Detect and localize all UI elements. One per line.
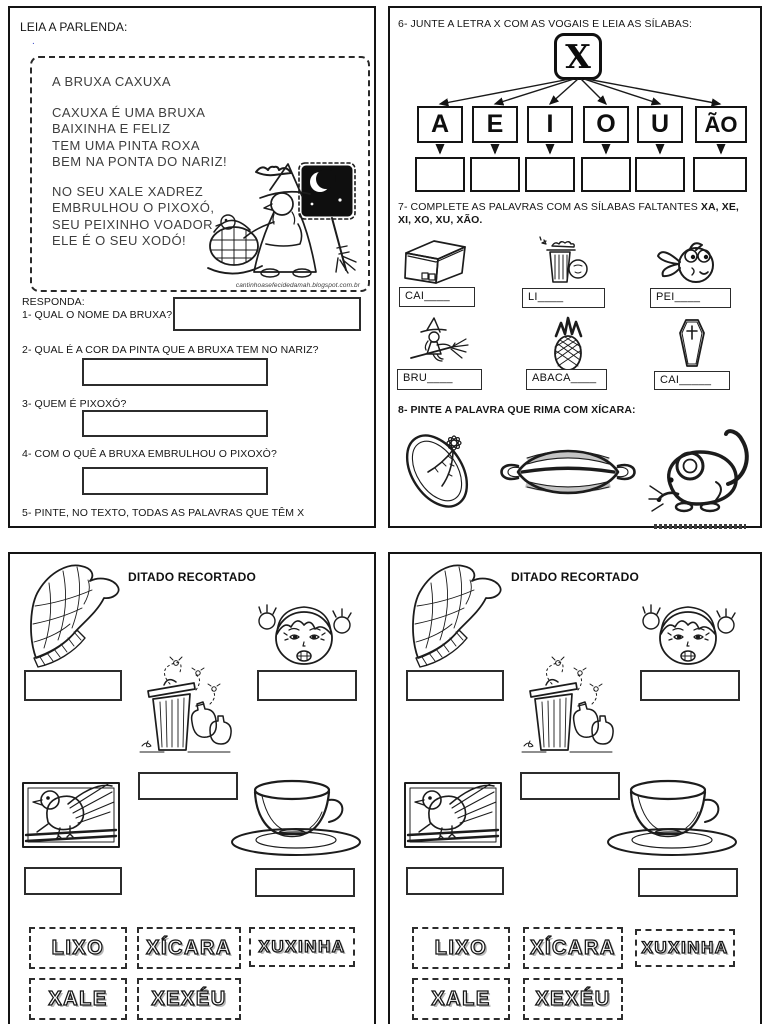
teacup-icon [602,776,744,860]
syllable-write-box[interactable] [635,157,685,192]
flower-decoration [447,436,461,450]
flip-flop-icon[interactable] [396,424,480,516]
word-card-xexeu[interactable]: XEXÉU [523,978,623,1020]
poem-line: TEM UMA PINTA ROXA [52,137,200,153]
mouse-icon[interactable] [648,420,754,520]
watermark-illegible [654,524,746,529]
fish-icon [650,238,726,286]
page1-header: LEIA A PARLENDA: [20,20,128,34]
ditado-title: DITADO RECORTADO [510,570,640,584]
page-parlenda [8,6,376,528]
poem-line: SEU PEIXINHO VOADOR [52,216,213,232]
question-8: 8- PINTE A PALAVRA QUE RIMA COM XÍCARA: [398,404,636,416]
poem-box [30,56,370,292]
answer-box-2[interactable] [82,358,268,386]
bird-frame-icon [402,780,506,862]
letter-x: X [565,37,591,76]
poem-line: NO SEU XALE XADREZ [52,183,204,199]
syllable-write-box[interactable] [470,157,520,192]
answer-box-3[interactable] [82,410,268,437]
poem-line: EMBRULHOU O PIXOXÓ, [52,200,215,215]
ditado-answer-box[interactable] [138,772,238,800]
fan-arrows [390,79,762,107]
word-abacaxi[interactable]: ABACA____ [526,369,607,390]
word-card-xexeu[interactable]: XEXÉU [137,978,241,1020]
poem-line: BAIXINHA E FELIZ [52,121,171,136]
word-card-lixo[interactable]: LIXO [412,927,510,969]
shawl-icon [404,558,504,668]
pineapple-icon [545,316,591,372]
word-caixao[interactable]: CAI_____ [654,371,730,390]
down-arrows [390,144,762,156]
word-bruxa[interactable]: BRU____ [397,369,482,390]
mask-icon[interactable] [494,434,642,510]
girl-head-icon [640,598,736,672]
page-ditado-right [388,552,762,1024]
letter-x-box [554,33,602,80]
syllable-write-box[interactable] [525,157,575,192]
page-ditado-left [8,552,376,1024]
question-3: 3- QUEM É PIXOXÓ? [22,398,127,410]
box-icon [398,236,470,286]
vowel-box-i: I [527,106,573,143]
word-peixe[interactable]: PEI____ [650,288,731,308]
syllable-write-box[interactable] [581,157,631,192]
ditado-answer-box[interactable] [406,670,504,701]
answer-box-1[interactable] [173,297,361,331]
stray-dot: . [32,36,35,47]
word-card-xicara[interactable]: XÍCARA [523,927,623,969]
poem-title: A BRUXA CAXUXA [52,74,172,89]
poem-text [52,74,227,250]
ditado-answer-box[interactable] [640,670,740,701]
ditado-answer-box[interactable] [406,867,504,895]
question-4: 4- COM O QUÊ A BRUXA EMBRULHOU O PIXOXÒ? [22,448,277,460]
question-5: 5- PINTE, NO TEXTO, TODAS AS PALAVRAS QUE TÊM X [22,507,305,519]
question-7: 7- COMPLETE AS PALAVRAS COM AS SÍLABAS FALTANTES XA, XE, XI, XO, XU, XÃO. [398,201,739,226]
vowel-box-u: U [637,106,683,143]
syllable-write-box[interactable] [415,157,465,192]
witch-scene-illustration [204,160,364,280]
witch-broom-icon [407,317,471,369]
trash-bags-icon [136,656,234,770]
page-silabas [388,6,762,528]
word-card-xicara[interactable]: XÍCARA [137,927,241,969]
trash-icon [530,236,592,286]
word-card-lixo[interactable]: LIXO [29,927,127,969]
word-card-xuxinha[interactable]: XUXINHA [635,929,735,967]
poem-line: ELE É O SEU XODÓ! [52,233,187,248]
vowel-box-e: E [472,106,518,143]
responda-label: RESPONDA: [22,296,85,308]
word-caixa[interactable]: CAI____ [399,287,475,307]
poem-line: BEM NA PONTA DO NARIZ! [52,154,228,169]
ditado-answer-box[interactable] [257,670,357,701]
ditado-answer-box[interactable] [255,868,355,897]
poem-line: CAXUXA É UMA BRUXA [52,104,206,120]
vowel-box-a: A [417,106,463,143]
bird-frame-icon [20,780,124,862]
word-lixo[interactable]: LI____ [522,288,605,308]
question-6: 6- JUNTE A LETRA X COM AS VOGAIS E LEIA AS SÍLABAS: [398,18,692,30]
shawl-icon [22,558,122,668]
teacup-icon [226,776,368,860]
vowel-box-ao: ÃO [695,106,747,143]
credit-url: cantinhoasefecidedamah.blogspot.com.br [235,282,360,289]
trash-bags-icon [518,656,616,770]
girl-head-icon [256,598,352,672]
word-card-xale[interactable]: XALE [29,978,127,1020]
word-card-xuxinha[interactable]: XUXINHA [249,927,355,967]
answer-box-4[interactable] [82,467,268,495]
coffin-icon [678,318,706,368]
vowel-box-o: O [583,106,629,143]
word-card-xale[interactable]: XALE [412,978,510,1020]
ditado-answer-box[interactable] [638,868,738,897]
question-1: 1- QUAL O NOME DA BRUXA? [22,309,173,321]
syllable-write-box[interactable] [693,157,747,192]
ditado-title: DITADO RECORTADO [127,570,257,584]
ditado-answer-box[interactable] [24,670,122,701]
question-2: 2- QUAL É A COR DA PINTA QUE A BRUXA TEM NO NARIZ? [22,344,319,356]
ditado-answer-box[interactable] [24,867,122,895]
